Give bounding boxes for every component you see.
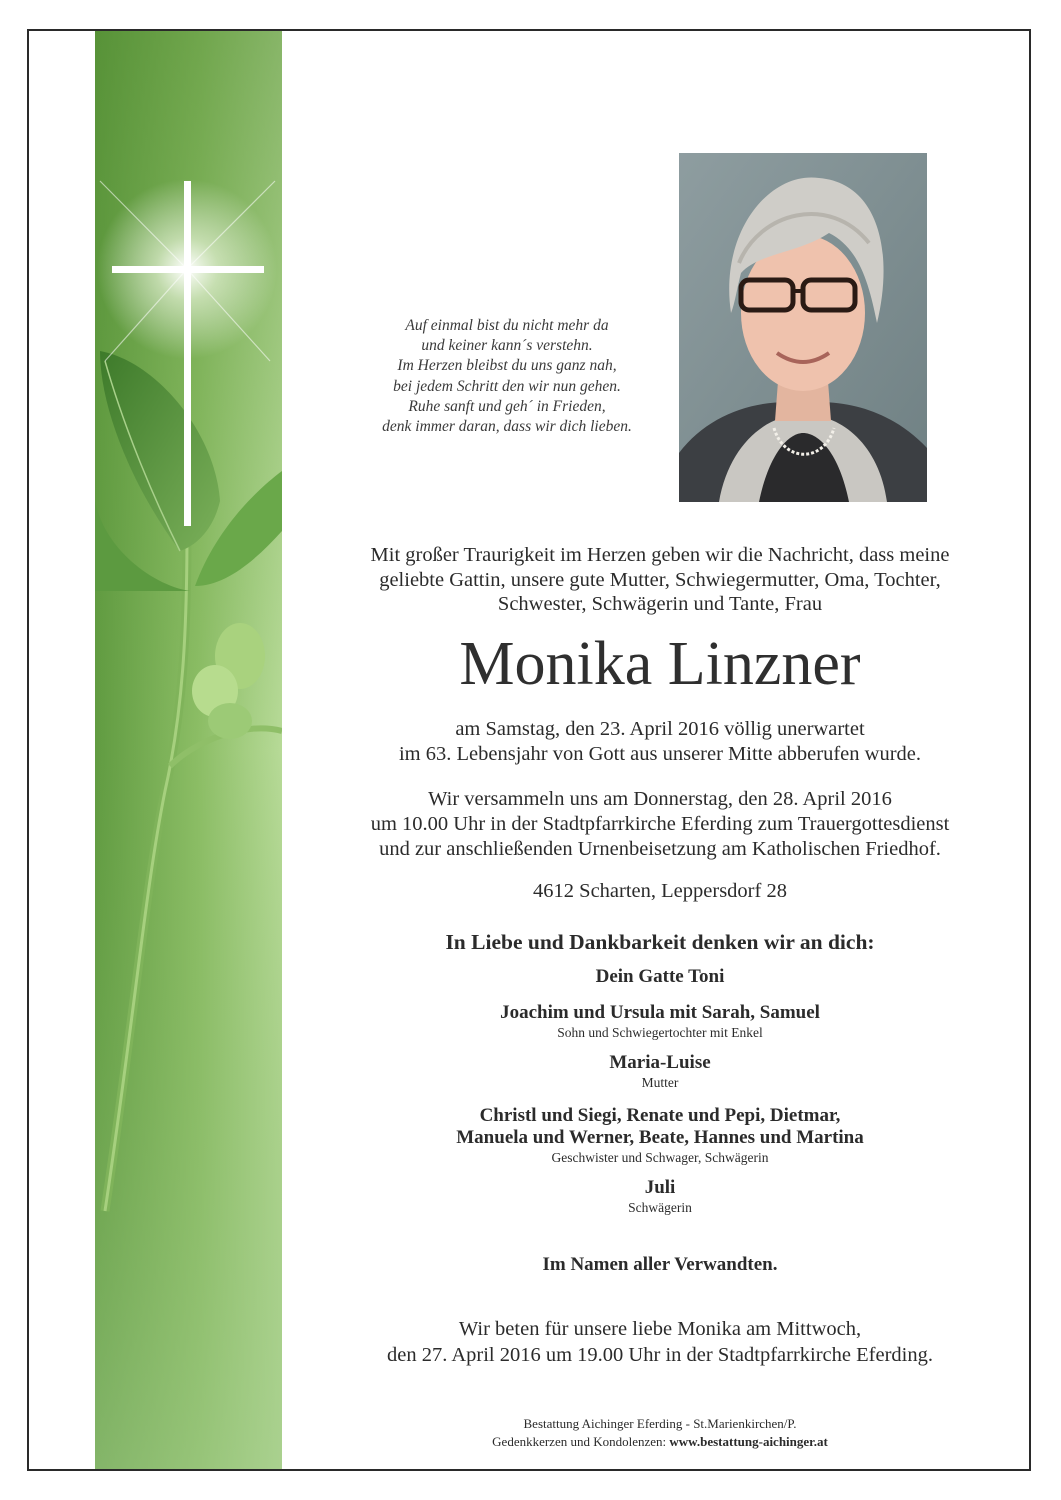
prayer-line: Wir beten für unsere liebe Monika am Mittwoch,	[458, 1318, 862, 1340]
mourner-names: Joachim und Ursula mit Sarah, Samuel	[500, 1002, 820, 1023]
announcement-intro	[300, 543, 1020, 617]
death-line: im 63. Lebensjahr von Gott aus unserer Mitte abberufen wurde.	[398, 743, 922, 765]
poem-line: bei jedem Schritt den wir nun gehen.	[393, 377, 621, 395]
poem-line: denk immer daran, dass wir dich lieben.	[382, 418, 632, 436]
mourner-names: Dein Gatte Toni	[595, 966, 725, 987]
mourner-names: Manuela und Werner, Beate, Hannes und Martina	[456, 1127, 864, 1148]
poem-line: Im Herzen bleibst du uns ganz nah,	[397, 357, 617, 375]
service-line: um 10.00 Uhr in der Stadtpfarrkirche Eferding zum Trauergottesdienst	[370, 813, 950, 835]
intro-line: Schwester, Schwägerin und Tante, Frau	[497, 593, 823, 615]
mourner-group	[300, 1052, 1020, 1091]
service-line: Wir versammeln uns am Donnerstag, den 28. April 2016	[428, 788, 892, 810]
address: 4612 Scharten, Leppersdorf 28	[533, 880, 787, 902]
mourner-names: Maria-Luise	[609, 1052, 711, 1073]
mourner-group	[300, 1177, 1020, 1216]
memorial-poem	[340, 316, 674, 437]
portrait-photo	[679, 153, 927, 502]
mourner-group	[300, 1105, 1020, 1166]
intro-line: Mit großer Traurigkeit im Herzen geben wir die Nachricht, dass meine	[370, 544, 950, 566]
mourner-names: Juli	[644, 1177, 676, 1198]
closing-line: Im Namen aller Verwandten.	[542, 1254, 778, 1275]
mourner-relation: Sohn und Schwiegertochter mit Enkel	[557, 1025, 763, 1040]
poem-line: und keiner kann´s verstehn.	[421, 337, 593, 355]
funeral-home: Bestattung Aichinger Eferding - St.Marienkirchen/P.	[523, 1416, 797, 1431]
prayer-line: den 27. April 2016 um 19.00 Uhr in der Stadtpfarrkirche Eferding.	[387, 1344, 933, 1366]
condolence-line	[300, 1433, 1020, 1451]
death-line: am Samstag, den 23. April 2016 völlig unerwartet	[455, 718, 865, 740]
mourner-group	[300, 1002, 1020, 1041]
intro-line: geliebte Gattin, unsere gute Mutter, Schwiegermutter, Oma, Tochter,	[379, 568, 941, 591]
deceased-name: Monika Linzner	[459, 630, 861, 698]
service-details	[300, 787, 1020, 862]
plant-cross-image	[95, 31, 282, 1469]
death-notice	[300, 717, 1020, 767]
poem-line: Ruhe sanft und geh´ in Frieden,	[408, 397, 606, 415]
mourner-names: Christl und Siegi, Renate und Pepi, Dietmar,	[479, 1105, 841, 1126]
website-link[interactable]: www.bestattung-aichinger.at	[669, 1434, 828, 1449]
mourner-relation: Geschwister und Schwager, Schwägerin	[551, 1150, 769, 1165]
remembrance-heading: In Liebe und Dankbarkeit denken wir an dich:	[445, 930, 875, 954]
condolence-label: Gedenkkerzen und Kondolenzen:	[492, 1434, 670, 1449]
mourner-relation: Schwägerin	[628, 1200, 692, 1215]
footer	[300, 1415, 1020, 1451]
service-line: und zur anschließenden Urnenbeisetzung am Katholischen Friedhof.	[379, 838, 941, 860]
mourner-group	[300, 966, 1020, 988]
prayer-notice	[300, 1316, 1020, 1368]
mourner-relation: Mutter	[641, 1075, 679, 1090]
poem-line: Auf einmal bist du nicht mehr da	[405, 317, 609, 334]
mourners-list	[300, 966, 1020, 1225]
